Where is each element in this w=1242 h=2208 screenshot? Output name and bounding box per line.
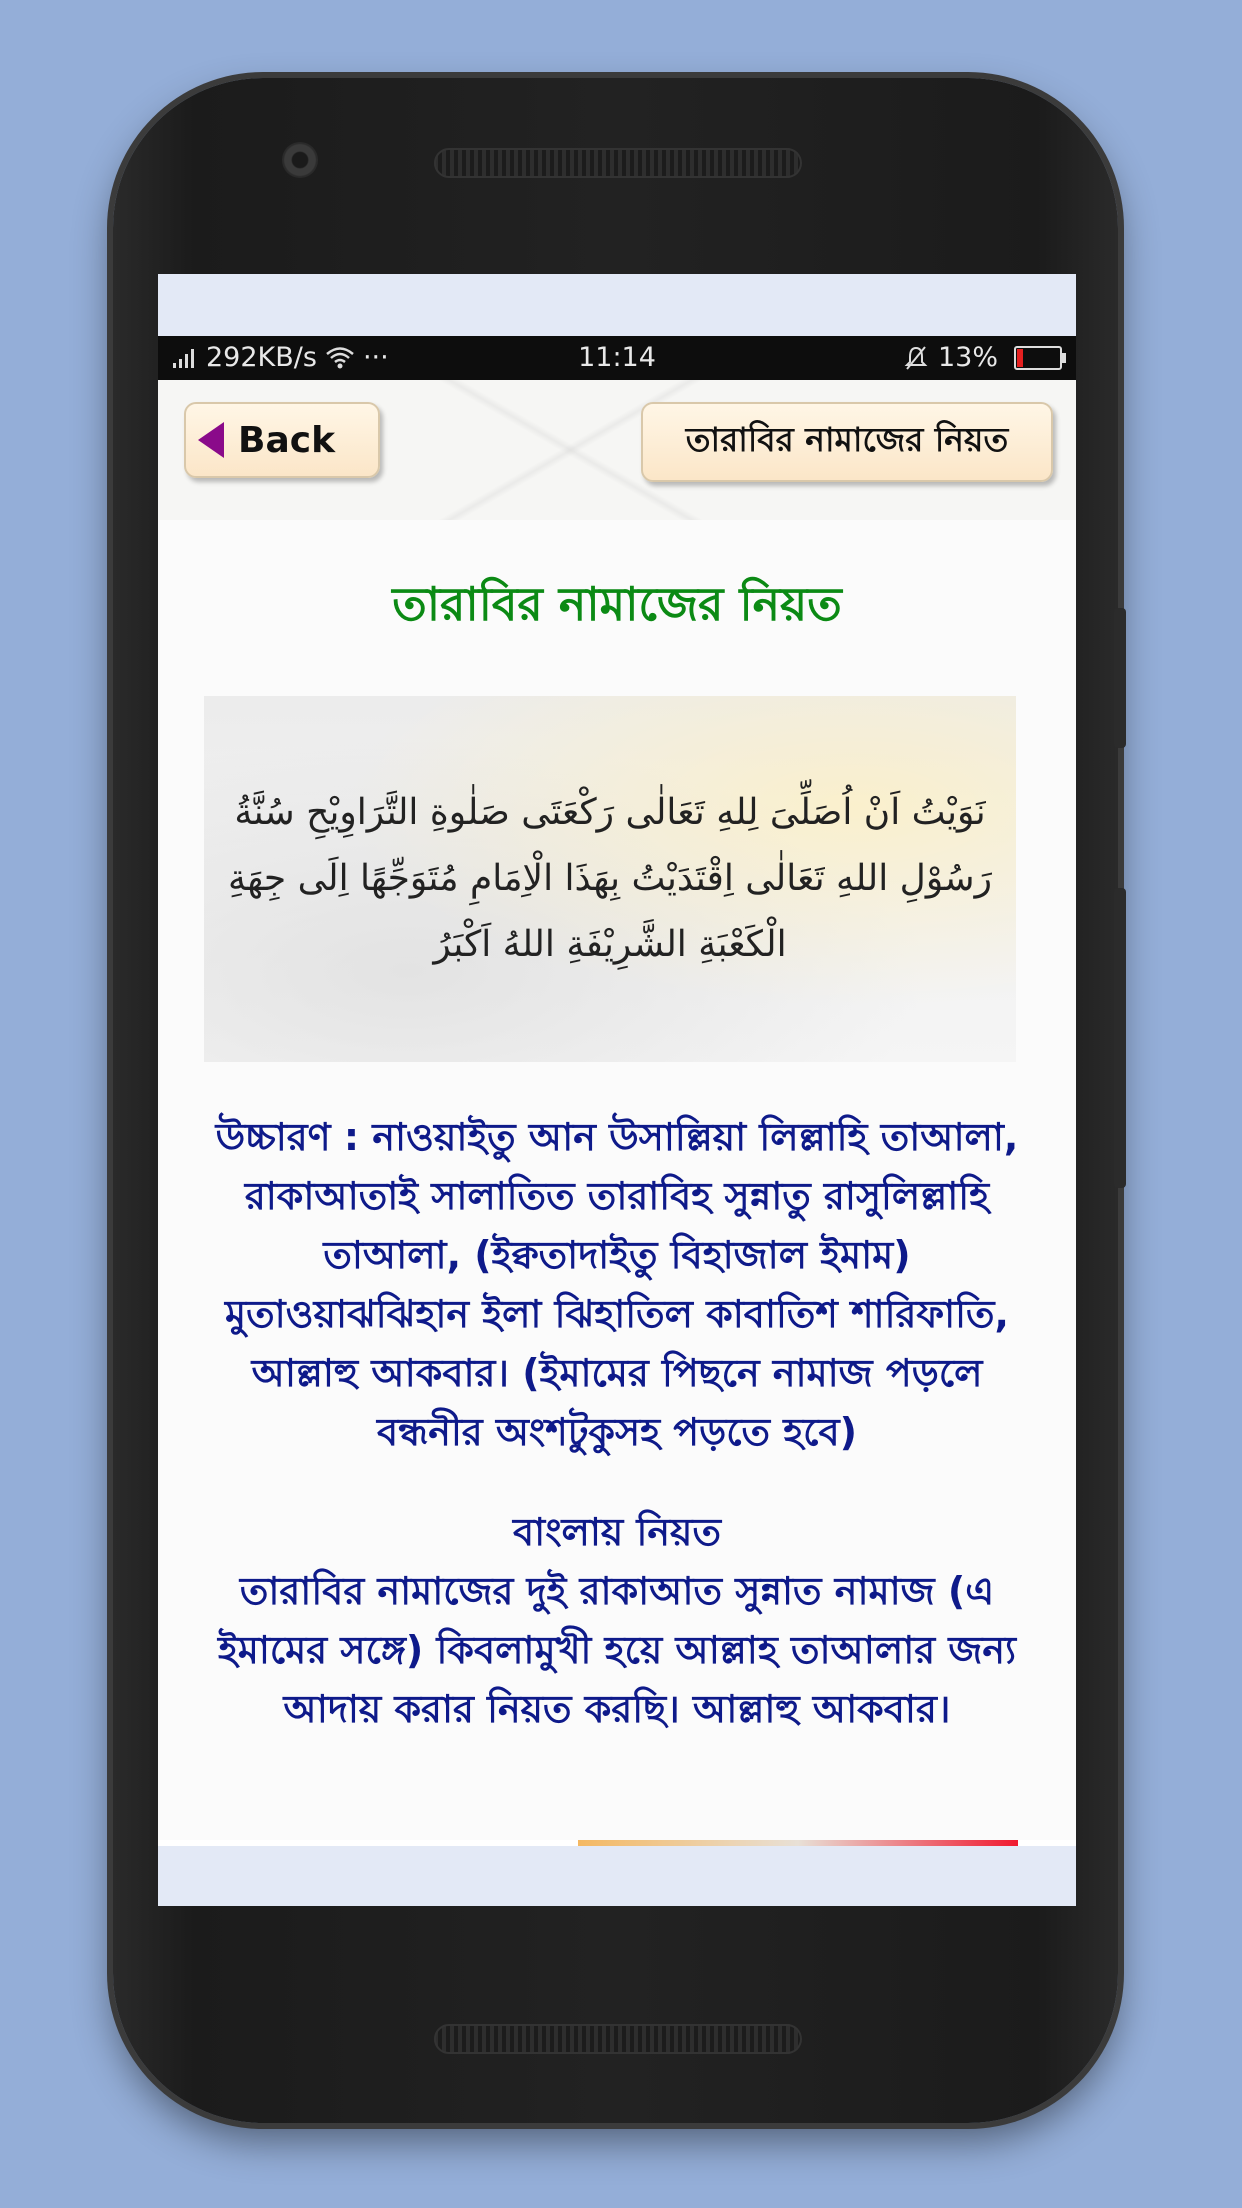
back-button-label: Back <box>238 419 336 461</box>
battery-fill <box>1017 349 1023 367</box>
title-button[interactable] <box>641 402 1053 482</box>
front-camera <box>282 142 318 178</box>
main-content <box>158 520 1076 1739</box>
bottom-speaker <box>434 2024 802 2054</box>
pronunciation-text: উচ্চারণ : নাওয়াইতু আন উসাল্লিয়া লিল্লাহি তাআলা, রাকাআতাই সালাতিত তারাবিহ সুন্নাতু রাসুলিল্লাহি তাআলা, (ইক্বতাদাইতু বিহাজাল ইমাম) মুতাওয়াঝঝিহান ইলা ঝিহাতিল কাবাতিশ শারিফাতি, আল্লাহু আকবার। (ইমামের পিছনে নামাজ পড়লে বন্ধনীর অংশটুকুসহ পড়তে হবে) <box>215 1115 1019 1454</box>
clock: 11:14 <box>578 342 656 373</box>
status-bar <box>158 336 1076 380</box>
title-button-label: তারাবির নামাজের নিয়ত <box>685 420 1009 459</box>
volume-button <box>1114 888 1126 1188</box>
power-button <box>1114 608 1126 748</box>
arabic-niyot-image <box>204 696 1016 1062</box>
earpiece-speaker <box>434 148 802 178</box>
battery-icon <box>1014 346 1062 370</box>
phone-screen <box>158 274 1076 1906</box>
battery-percent: 13% <box>937 342 998 373</box>
page-title: তারাবির নামাজের নিয়ত <box>392 577 842 631</box>
arabic-text: نَوَيْتُ اَنْ اُصَلِّىَ لِلهِ تَعَالٰى رَكْعَتَى صَلٰوةِ التَّرَاوِيْحِ سُنَّةُ رَسُوْلِ اللهِ تَعَالٰى اِقْتَدَيْتُ بِهَذَا الْاِمَامِ مُتَوَجِّهًا اِلَى جِهَةِ الْكَعْبَةِ الشَّرِيْفَةِ اللهُ اَكْبَرُ <box>228 792 992 965</box>
back-arrow-icon <box>198 422 224 458</box>
screen-top-strip <box>158 274 1076 336</box>
more-notifications-icon: ··· <box>362 342 389 373</box>
app-content <box>158 380 1076 1840</box>
mute-bell-icon <box>904 345 928 371</box>
network-speed: 292KB/s <box>206 342 317 373</box>
screen-bottom-strip <box>158 1846 1076 1906</box>
bangla-heading: বাংলায় নিয়ত <box>513 1510 721 1554</box>
back-button[interactable] <box>184 402 380 478</box>
bangla-niyot-text: তারাবির নামাজের দুই রাকাআত সুন্নাত নামাজ (এ ইমামের সঙ্গে) কিবলামুখী হয়ে আল্লাহ তাআলার জন্য আদায় করার নিয়ত করছি। আল্লাহু আকবার। <box>217 1569 1017 1731</box>
